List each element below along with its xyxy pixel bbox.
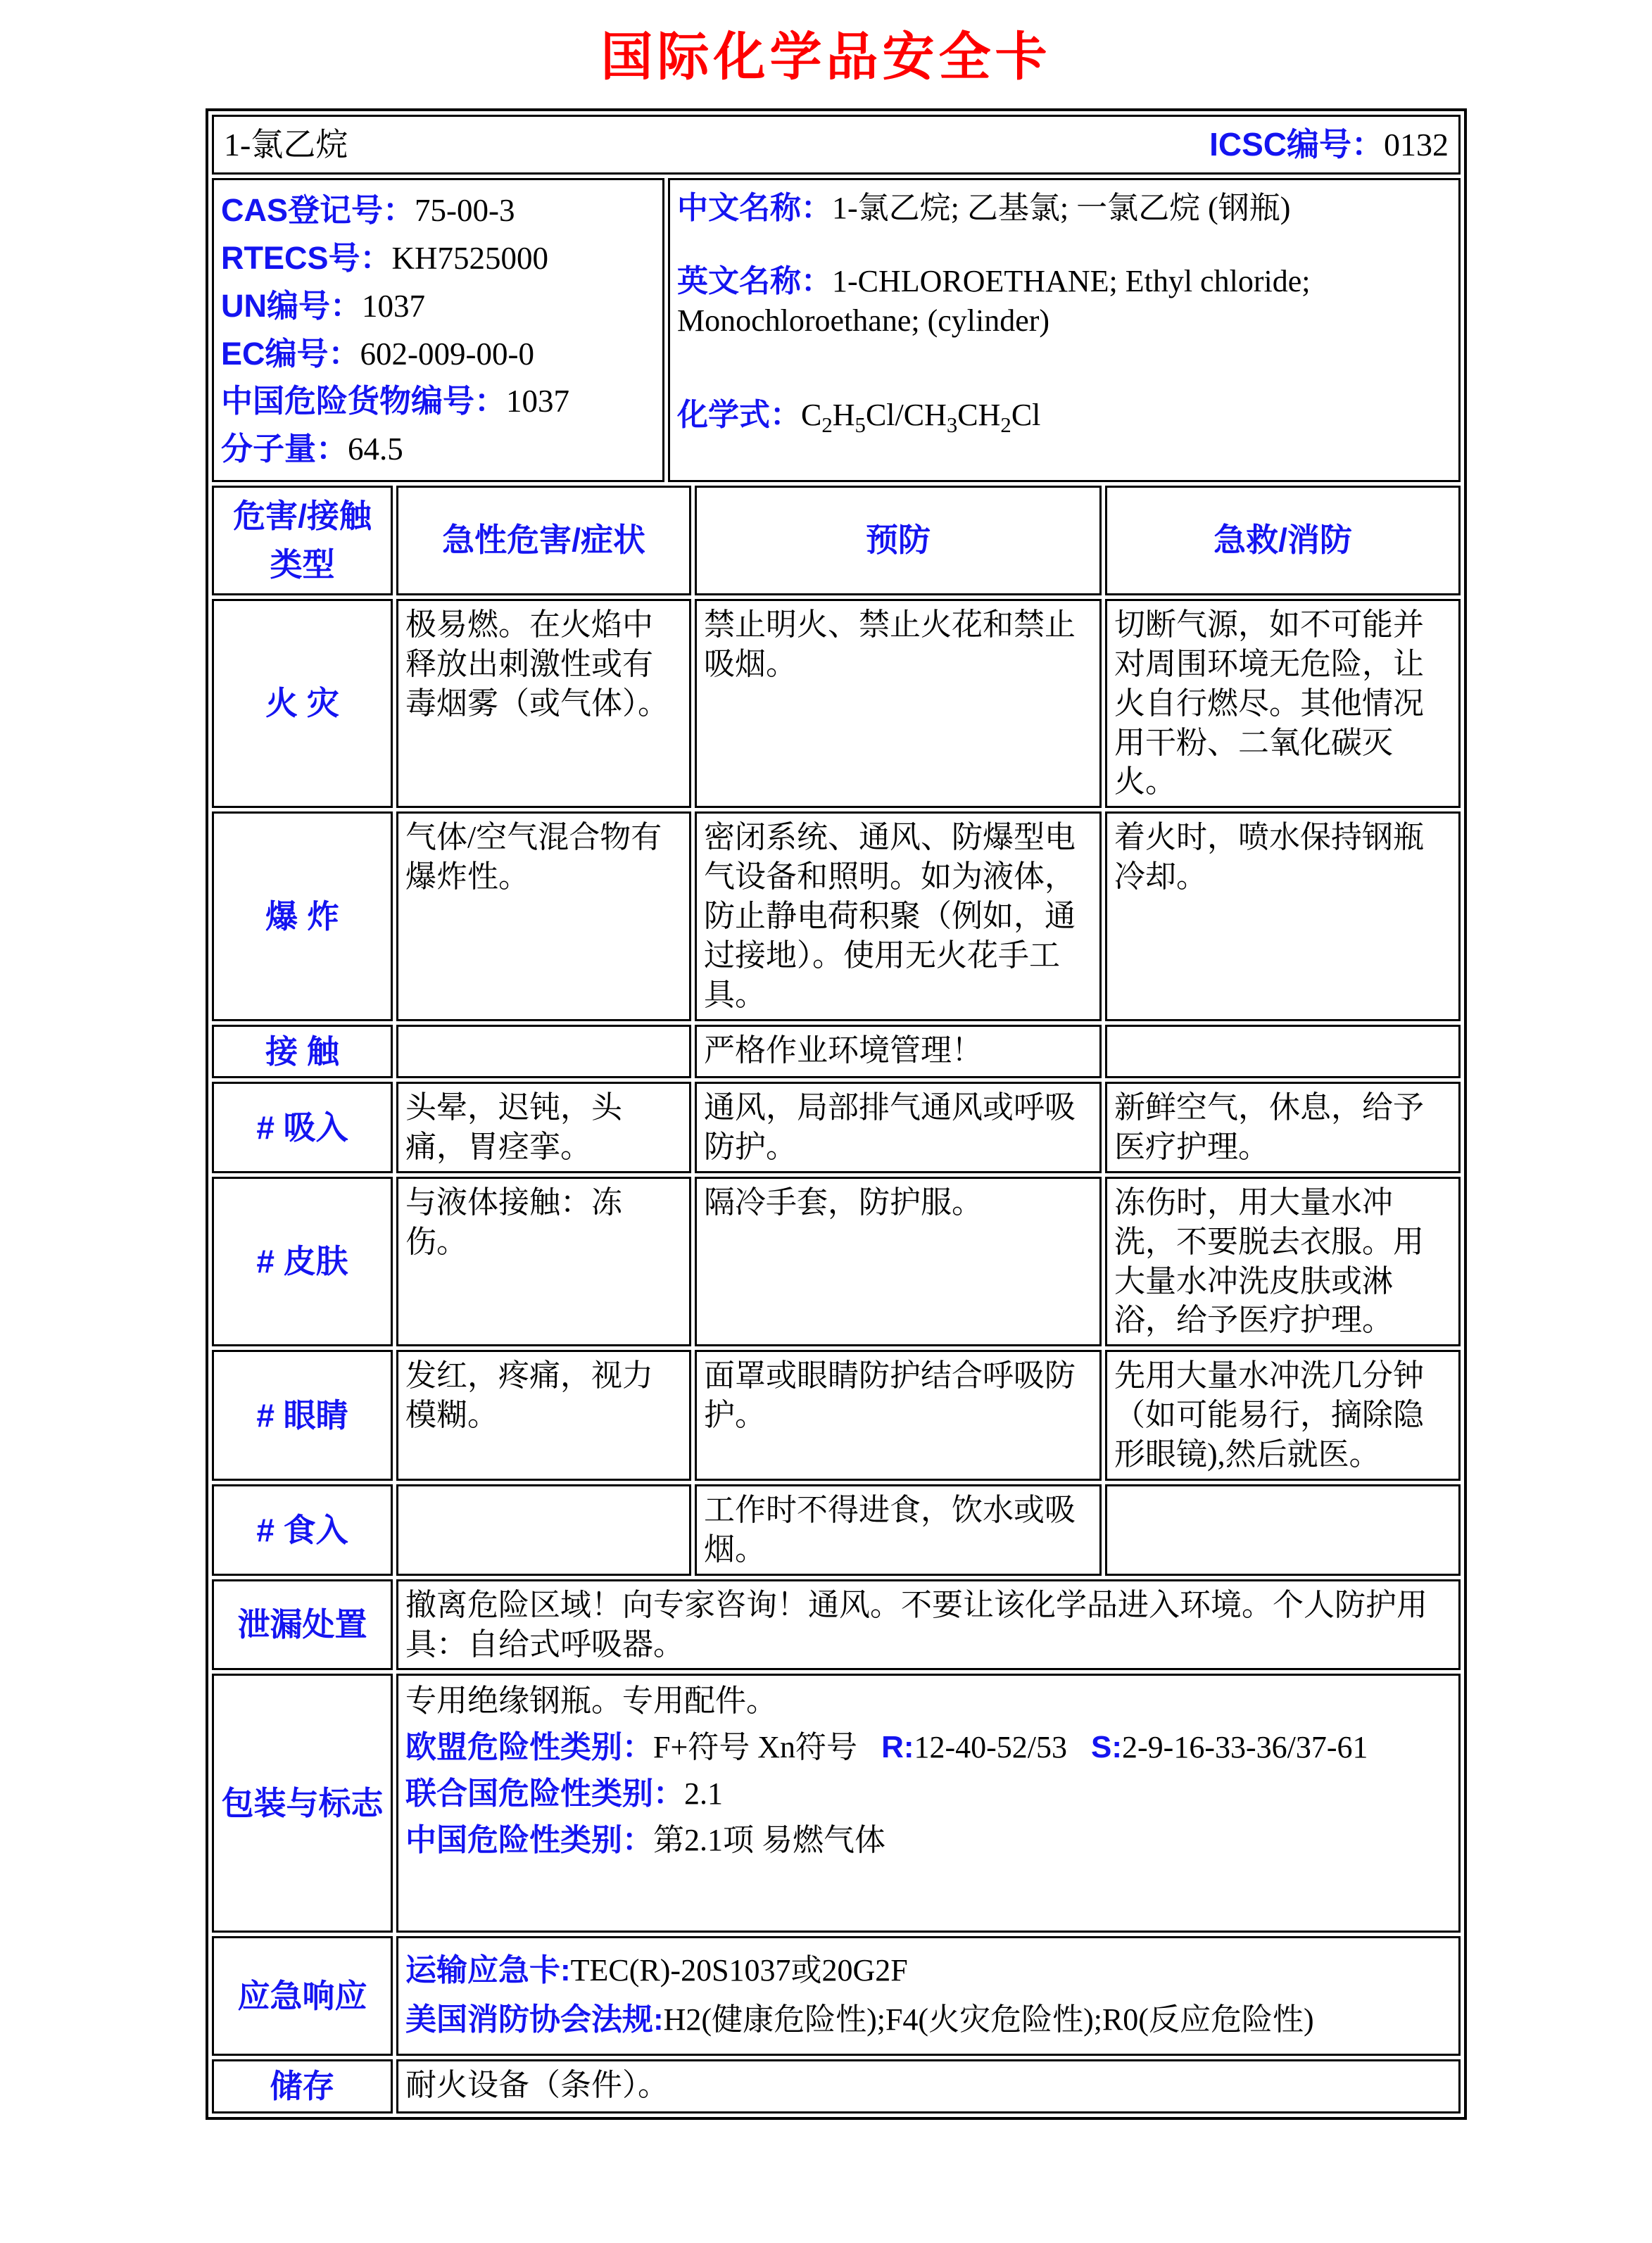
skin-symptoms-cell: 与液体接触：冻伤。 [396,1177,691,1347]
tec-value: TEC(R)-20S1037或20G2F [570,1953,908,1988]
eyes-type-cell: # 眼睛 [212,1350,393,1481]
header-cell [212,115,1461,175]
icsc-number-label: ICSC编号： [1209,126,1384,163]
spill-text-cell: 撤离危险区域！向专家咨询！通风。不要让该化学品进入环境。个人防护用具：自给式呼吸器。 [396,1579,1461,1671]
r-phrases-label: R: [881,1730,914,1765]
storage-row [212,2059,1461,2113]
explosion-type-cell: 爆 炸 [212,811,393,1021]
icsc-number-value: 0132 [1384,127,1449,163]
id-line-ec [221,333,655,376]
info-row [212,178,1461,482]
en-name-line [677,262,1451,341]
exposure-type-cell: 接 触 [212,1025,393,1078]
substance-name: 1-氯乙烷 [224,126,348,163]
names-cell [668,178,1461,482]
hazard-header-symptoms: 急性危害/症状 [396,486,691,595]
tec-label: 运输应急卡: [405,1953,571,1988]
packaging-line-un [405,1774,1451,1814]
molweight-label: 分子量： [221,431,348,467]
fire-type-cell: 火 灾 [212,599,393,808]
explosion-response-cell: 着火时，喷水保持钢瓶冷却。 [1105,811,1461,1021]
hazard-header-prevention: 预防 [695,486,1102,595]
eyes-prevention-cell: 面罩或眼睛防护结合呼吸防护。 [695,1350,1102,1481]
emergency-line-nfpa [405,2000,1451,2040]
cn-class-label: 中国危险性类别： [405,1823,653,1858]
packaging-content-cell [396,1674,1461,1933]
hazard-header-response: 急救/消防 [1105,486,1461,595]
storage-label-cell: 储存 [212,2059,393,2113]
emergency-line-tec [405,1951,1451,1990]
packaging-line-cn [405,1821,1451,1860]
packaging-label-cell: 包装与标志 [212,1674,393,1933]
id-line-cas [221,189,655,232]
spill-row [212,1579,1461,1671]
hazard-row-inhalation [212,1082,1461,1173]
explosion-prevention-cell: 密闭系统、通风、防爆型电气设备和照明。如为液体，防止静电荷积聚（例如，通过接地）。使用无火花手工具。 [695,811,1102,1021]
exposure-prevention-cell: 严格作业环境管理！ [695,1025,1102,1078]
eyes-response-cell: 先用大量水冲洗几分钟（如可能易行，摘除隐形眼镜),然后就医。 [1105,1350,1461,1481]
s-phrases-value: 2-9-16-33-36/37-61 [1122,1730,1368,1765]
eu-class-value: F+符号 Xn符号 [653,1730,858,1765]
rtecs-value: KH7525000 [391,241,549,277]
ec-label: EC编号： [221,335,360,372]
s-phrases-label: S: [1091,1730,1123,1765]
inhalation-symptoms-cell: 头晕，迟钝，头痛，胃痉挛。 [396,1082,691,1173]
formula-value: $C_2H_5Cl/CH_3CH_2Cl$ [801,398,1041,437]
hazard-header-row [212,486,1461,595]
exposure-response-cell [1105,1025,1461,1078]
cn-name-line [677,189,1451,228]
id-line-molweight [221,428,655,471]
fire-response-cell: 切断气源，如不可能并对周围环境无危险，让火自行燃尽。其他情况用干粉、二氧化碳灭火。 [1105,599,1461,808]
ec-value: 602-009-00-0 [360,336,534,372]
china-dg-value: 1037 [506,384,570,419]
id-line-china-dg [221,380,655,423]
storage-text-cell: 耐火设备（条件）。 [396,2059,1461,2113]
id-line-rtecs [221,237,655,280]
hazard-row-skin [212,1177,1461,1347]
packaging-row [212,1674,1461,1933]
en-name-label: 英文名称： [677,264,832,299]
emergency-row [212,1936,1461,2056]
inhalation-prevention-cell: 通风，局部排气通风或呼吸防护。 [695,1082,1102,1173]
cn-name-label: 中文名称： [677,191,832,226]
cn-name-value: 1-氯乙烷; 乙基氯; 一氯乙烷 (钢瓶) [832,191,1291,226]
skin-prevention-cell: 隔冷手套，防护服。 [695,1177,1102,1347]
nfpa-value: H2(健康危险性);F4(火灾危险性);R0(反应危险性) [663,2002,1314,2037]
ingestion-response-cell [1105,1484,1461,1576]
icsc-number-group [1209,124,1449,165]
un-value: 1037 [362,288,425,324]
un-class-label: 联合国危险性类别： [405,1776,684,1812]
fire-symptoms-cell: 极易燃。在火焰中释放出刺激性或有毒烟雾（或气体）。 [396,599,691,808]
page-title: 国际化学品安全卡 [600,29,1052,87]
header-row [212,115,1461,175]
packaging-line-eu [405,1728,1451,1767]
ingestion-type-cell: # 食入 [212,1484,393,1576]
skin-type-cell: # 皮肤 [212,1177,393,1347]
un-label: UN编号： [221,287,362,324]
icsc-card [206,108,1467,2120]
hazard-header-type: 危害/接触类型 [212,486,393,595]
molweight-value: 64.5 [348,431,403,467]
ingestion-symptoms-cell [396,1484,691,1576]
formula-label: 化学式： [677,398,801,433]
hazard-row-eyes [212,1350,1461,1481]
hazard-row-exposure [212,1025,1461,1078]
packaging-line-cylinder: 专用绝缘钢瓶。专用配件。 [405,1683,777,1719]
r-phrases-value: 12-40-52/53 [914,1730,1068,1765]
exposure-symptoms-cell [396,1025,691,1078]
skin-response-cell: 冻伤时，用大量水冲洗，不要脱去衣服。用大量水冲洗皮肤或淋浴，给予医疗护理。 [1105,1177,1461,1347]
eu-class-label: 欧盟危险性类别： [405,1730,653,1765]
emergency-label-cell: 应急响应 [212,1936,393,2056]
cas-label: CAS登记号： [221,192,415,229]
ingestion-prevention-cell: 工作时不得进食，饮水或吸烟。 [695,1484,1102,1576]
eyes-symptoms-cell: 发红，疼痛，视力模糊。 [396,1350,691,1481]
id-line-un [221,285,655,328]
un-class-value: 2.1 [684,1776,723,1812]
inhalation-response-cell: 新鲜空气，休息，给予医疗护理。 [1105,1082,1461,1173]
formula-line [677,396,1451,439]
inhalation-type-cell: # 吸入 [212,1082,393,1173]
identifiers-cell [212,178,664,482]
hazard-row-explosion [212,811,1461,1021]
hazard-row-ingestion [212,1484,1461,1576]
rtecs-label: RTECS号： [221,240,392,277]
hazard-row-fire [212,599,1461,808]
en-name-value: 1-CHLOROETHANE; Ethyl chloride; Monochloroethane; (cylinder) [677,264,1311,339]
spill-label-cell: 泄漏处置 [212,1579,393,1671]
explosion-symptoms-cell: 气体/空气混合物有爆炸性。 [396,811,691,1021]
nfpa-label: 美国消防协会法规: [405,2002,664,2037]
emergency-content-cell [396,1936,1461,2056]
cn-class-value: 第2.1项 易燃气体 [653,1823,885,1858]
fire-prevention-cell: 禁止明火、禁止火花和禁止吸烟。 [695,599,1102,808]
cas-value: 75-00-3 [415,193,515,229]
china-dg-label: 中国危险货物编号： [221,383,507,419]
